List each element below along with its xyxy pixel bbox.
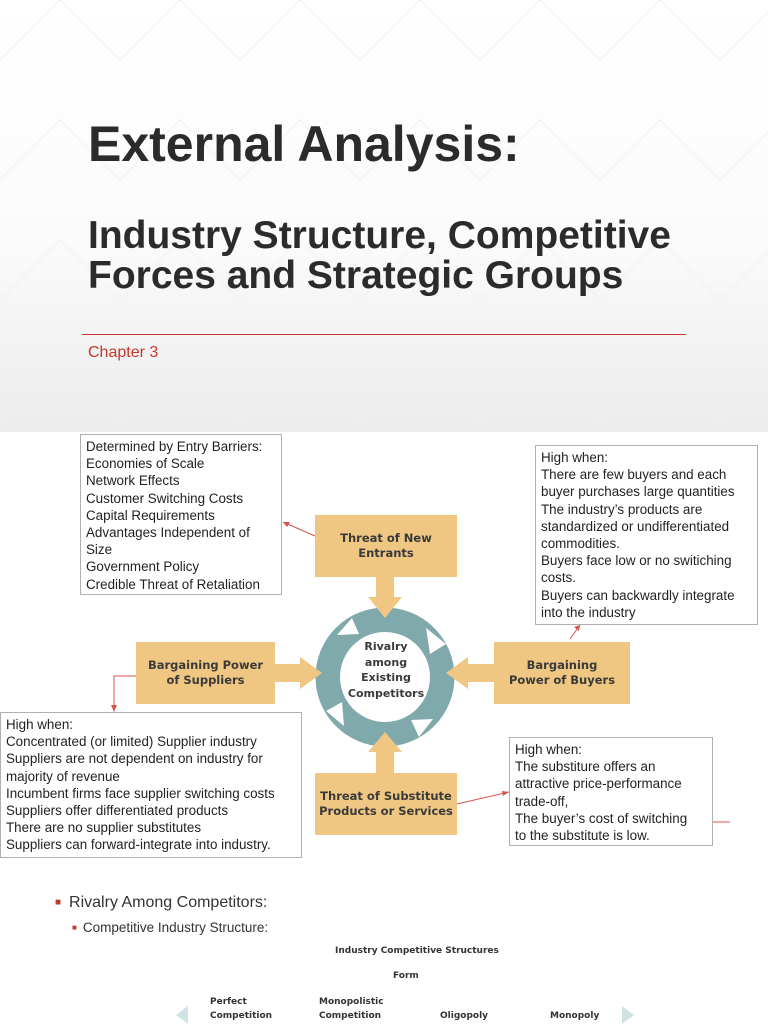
note-line: costs. xyxy=(541,570,576,586)
main-title: External Analysis: xyxy=(88,116,520,172)
note-line: Credible Threat of Retaliation xyxy=(86,576,260,592)
subtitle: Industry Structure, Competitive Forces and Strategic Groups xyxy=(88,214,671,297)
column-label-line: Perfect xyxy=(210,997,247,1007)
note-line: High when: xyxy=(541,450,608,465)
column-label-line: Competition xyxy=(319,1011,382,1021)
note-line: standardized or undifferentiated xyxy=(541,518,730,534)
note-line: majority of revenue xyxy=(6,768,120,784)
force-label-line: Threat of Substitute xyxy=(320,789,452,803)
force-label-line: Threat of New xyxy=(340,531,432,545)
note-line: Suppliers offer differentiated products xyxy=(6,803,229,819)
bullet-square-icon: ■ xyxy=(72,923,77,932)
note-line: Suppliers can forward-integrate into industry. xyxy=(6,837,271,853)
note-line: Determined by Entry Barriers: xyxy=(86,439,263,454)
note-line: Network Effects xyxy=(86,473,180,489)
note-line: The industry’s products are xyxy=(541,501,703,517)
structure-oligopoly xyxy=(440,1009,488,1023)
note-line: commodities. xyxy=(541,536,620,552)
five-forces-slide xyxy=(0,432,768,866)
note-line: Capital Requirements xyxy=(86,507,215,523)
chapter-label: Chapter 3 xyxy=(88,344,159,361)
force-label-line: Products or Services xyxy=(319,804,453,818)
bullet-rivalry xyxy=(55,894,267,912)
note-line: The buyer’s cost of switching xyxy=(515,810,688,826)
note-line: Advantages Independent of xyxy=(86,525,250,541)
title-slide xyxy=(0,0,768,432)
rivalry-label xyxy=(342,639,430,709)
entry-barriers-note xyxy=(80,434,282,595)
note-line: Government Policy xyxy=(86,559,200,575)
threat-of-new-entrants-box xyxy=(315,515,457,577)
rivalry-slide xyxy=(0,866,768,1024)
note-line: Incumbent firms face supplier switching costs xyxy=(6,785,275,801)
note-line: There are no supplier substitutes xyxy=(6,820,202,836)
note-line: trade-off, xyxy=(515,793,569,809)
note-line: Buyers can backwardly integrate xyxy=(541,587,735,603)
rivalry-label-line: Competitors xyxy=(347,686,425,700)
bullet-square-icon: ■ xyxy=(55,897,62,908)
rivalry-label-line: among xyxy=(364,655,408,669)
structure-monopolistic-competition xyxy=(319,995,384,1023)
supplier-power-note xyxy=(0,712,302,858)
bullet-text: Competitive Industry Structure: xyxy=(82,920,269,935)
note-line: attractive price-performance xyxy=(515,776,682,792)
note-line: Suppliers are not dependent on industry for xyxy=(6,751,263,767)
note-line: Economies of Scale xyxy=(86,456,205,472)
note-line: The substiture offers an xyxy=(515,759,656,775)
note-line: into the industry xyxy=(541,604,636,620)
supplier-power-box xyxy=(136,642,275,704)
right-arrow-shape xyxy=(622,1006,634,1024)
arrow-suppliers xyxy=(275,657,322,689)
note-line: There are few buyers and each xyxy=(541,467,727,483)
substitutes-note xyxy=(509,737,713,846)
force-label-line: Power of Buyers xyxy=(508,673,616,687)
left-arrow-shape xyxy=(176,1006,188,1024)
note-line: High when: xyxy=(6,717,73,732)
buyer-power-box xyxy=(494,642,630,704)
force-label-line: Bargaining xyxy=(526,658,598,672)
rivalry-label-line: Rivalry xyxy=(364,640,408,653)
force-label-line: of Suppliers xyxy=(166,673,245,687)
bullet-industry-structure xyxy=(72,920,268,935)
note-line: buyer purchases large quantities xyxy=(541,484,735,500)
figure-title: Industry Competitive Structures xyxy=(335,946,499,956)
force-label-line: Bargaining Power xyxy=(147,658,264,672)
structure-perfect-competition xyxy=(210,995,272,1023)
buyer-power-note xyxy=(535,445,758,625)
column-label-line: Monopoly xyxy=(550,1011,600,1021)
force-label-line: Entrants xyxy=(358,546,414,560)
structure-monopoly xyxy=(550,1009,599,1023)
note-line: Concentrated (or limited) Supplier industry xyxy=(6,734,257,750)
bullet-text: Rivalry Among Competitors: xyxy=(69,894,268,911)
column-label-line: Monopolistic xyxy=(319,997,384,1007)
form-label: Form xyxy=(393,971,419,981)
column-label-line: Oligopoly xyxy=(440,1011,489,1021)
note-line: to the substitute is low. xyxy=(515,828,650,844)
note-line: Buyers face low or no switiching xyxy=(541,553,732,569)
column-label-line: Competition xyxy=(210,1011,273,1021)
note-line: Size xyxy=(86,542,113,558)
note-line: Customer Switching Costs xyxy=(86,490,244,506)
rivalry-label-line: Existing xyxy=(361,671,411,684)
note-line: High when: xyxy=(515,742,582,757)
threat-of-substitutes-box xyxy=(315,773,457,835)
title-divider xyxy=(82,334,686,335)
